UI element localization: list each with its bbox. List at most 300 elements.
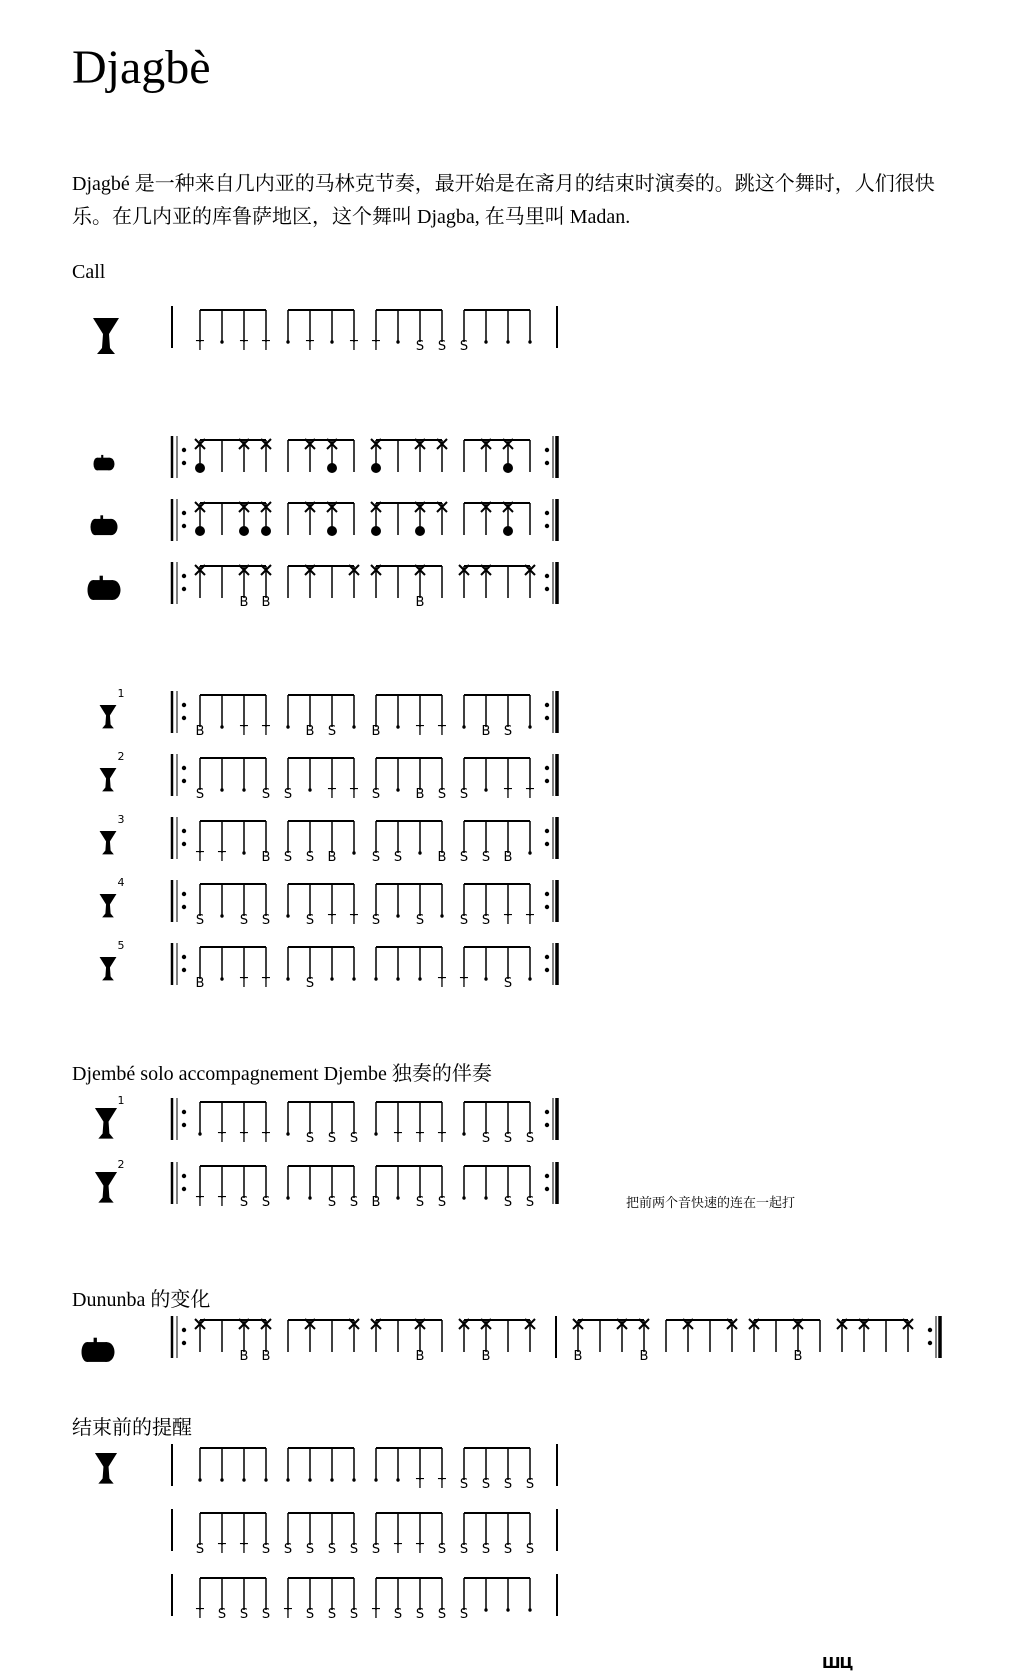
repeat-dot xyxy=(182,1123,186,1127)
note-s: S xyxy=(217,1607,227,1622)
djembe-icon-part-3 xyxy=(100,831,117,854)
note-b: B xyxy=(261,850,271,865)
repeat-dot xyxy=(545,829,549,833)
part-number: 5 xyxy=(117,939,125,952)
note-b: B xyxy=(195,976,205,991)
repeat-dot xyxy=(182,968,186,972)
rest-dot xyxy=(220,1478,223,1481)
djembe-part-4 xyxy=(172,880,557,928)
djembe-icon-call xyxy=(93,318,119,354)
note-s: S xyxy=(459,787,469,802)
repeat-dot xyxy=(545,905,549,909)
repeat-dot xyxy=(545,892,549,896)
djembe-body xyxy=(95,1108,117,1139)
note-t: T xyxy=(196,339,204,354)
repeat-dot xyxy=(182,703,186,707)
rest-dot xyxy=(220,914,223,917)
note-s: S xyxy=(305,913,315,928)
rest-dot xyxy=(308,788,311,791)
rest-dot xyxy=(418,851,421,854)
repeat-dot xyxy=(545,842,549,846)
rest-dot xyxy=(528,977,531,980)
note-t: T xyxy=(526,787,534,802)
note-t: T xyxy=(218,850,226,865)
djembe-icon-part-5 xyxy=(100,957,117,980)
note-t: T xyxy=(262,1131,270,1146)
note-s: S xyxy=(239,1607,249,1622)
djembe-icon-solo-2 xyxy=(95,1172,117,1203)
rest-dot xyxy=(242,1478,245,1481)
rest-dot xyxy=(330,340,333,343)
rest-dot xyxy=(286,1478,289,1481)
note-s: S xyxy=(327,724,337,739)
rest-dot xyxy=(396,725,399,728)
repeat-dot xyxy=(182,766,186,770)
note-s: S xyxy=(261,1542,271,1557)
djembe-icon-part-2 xyxy=(100,768,117,791)
note-s: S xyxy=(305,1542,315,1557)
rest-dot xyxy=(528,851,531,854)
note-t: T xyxy=(328,787,336,802)
rest-dot xyxy=(286,1132,289,1135)
repeat-dot xyxy=(545,574,549,578)
note-b: B xyxy=(371,1195,381,1210)
note-b: B xyxy=(639,1349,649,1364)
drum-stick xyxy=(100,576,103,583)
rest-dot xyxy=(198,1478,201,1481)
section-ending-label: 结束前的提醒 xyxy=(72,1417,192,1439)
dunun-icon-2 xyxy=(91,515,118,535)
note-s: S xyxy=(327,1195,337,1210)
djembe-body xyxy=(95,1453,117,1484)
note-s: S xyxy=(503,1131,513,1146)
repeat-dot xyxy=(545,1187,549,1191)
note-s: S xyxy=(503,1477,513,1492)
rest-dot xyxy=(286,340,289,343)
note-s: S xyxy=(437,787,447,802)
note-t: T xyxy=(218,1131,226,1146)
rest-dot xyxy=(462,1196,465,1199)
note-t: T xyxy=(262,976,270,991)
rest-dot xyxy=(352,851,355,854)
note-s: S xyxy=(349,1195,359,1210)
rest-dot xyxy=(484,788,487,791)
repeat-dot xyxy=(545,968,549,972)
note-s: S xyxy=(503,1542,513,1557)
note-t: T xyxy=(394,1542,402,1557)
rest-dot xyxy=(220,788,223,791)
rest-dot xyxy=(528,725,531,728)
note-t: T xyxy=(504,913,512,928)
note-t: T xyxy=(438,1131,446,1146)
note-t: T xyxy=(416,1542,424,1557)
note-t: T xyxy=(394,1131,402,1146)
part-number: 1 xyxy=(117,1094,125,1107)
note-s: S xyxy=(283,1542,293,1557)
note-b: B xyxy=(503,850,513,865)
bell-dot xyxy=(239,526,249,536)
djembe-part-5 xyxy=(172,943,557,991)
note-s: S xyxy=(327,1607,337,1622)
repeat-dot xyxy=(182,842,186,846)
note-t: T xyxy=(284,1607,292,1622)
note-t: T xyxy=(416,724,424,739)
note-s: S xyxy=(437,339,447,354)
repeat-dot xyxy=(545,1174,549,1178)
note-s: S xyxy=(481,913,491,928)
repeat-dot xyxy=(182,1187,186,1191)
ending-line-2 xyxy=(172,1509,557,1557)
note-s: S xyxy=(459,1477,469,1492)
note-t: T xyxy=(262,724,270,739)
note-b: B xyxy=(415,787,425,802)
author-signature: ШЦ xyxy=(822,1654,853,1672)
note-s: S xyxy=(239,913,249,928)
note-s: S xyxy=(393,850,403,865)
rest-dot xyxy=(308,1478,311,1481)
bell-dot xyxy=(503,526,513,536)
dununba-variation-pattern xyxy=(172,1316,940,1364)
repeat-dot xyxy=(182,1341,186,1345)
note-s: S xyxy=(437,1542,447,1557)
repeat-dot xyxy=(182,511,186,515)
note-t: T xyxy=(416,1477,424,1492)
drum-rim xyxy=(82,1342,93,1362)
note-b: B xyxy=(415,1349,425,1364)
repeat-dot xyxy=(545,461,549,465)
note-s: S xyxy=(503,724,513,739)
note-t: T xyxy=(240,724,248,739)
note-t: T xyxy=(218,1542,226,1557)
note-t: T xyxy=(240,339,248,354)
note-t: T xyxy=(526,913,534,928)
note-s: S xyxy=(415,1195,425,1210)
bell-dot xyxy=(327,526,337,536)
rest-dot xyxy=(484,340,487,343)
rest-dot xyxy=(396,977,399,980)
note-t: T xyxy=(306,339,314,354)
page-title: Djagbè xyxy=(72,41,211,94)
repeat-dot xyxy=(545,766,549,770)
rest-dot xyxy=(484,977,487,980)
djembe-part-3 xyxy=(172,817,557,865)
repeat-dot xyxy=(182,461,186,465)
repeat-dot xyxy=(545,1123,549,1127)
rest-dot xyxy=(352,725,355,728)
repeat-dot xyxy=(182,1174,186,1178)
bell-dot xyxy=(195,526,205,536)
note-s: S xyxy=(459,913,469,928)
rest-dot xyxy=(484,1608,487,1611)
repeat-dot xyxy=(182,892,186,896)
repeat-dot xyxy=(182,955,186,959)
drum-stick xyxy=(94,1338,97,1345)
note-s: S xyxy=(261,913,271,928)
note-s: S xyxy=(437,1607,447,1622)
note-s: S xyxy=(415,1607,425,1622)
note-s: S xyxy=(503,1195,513,1210)
repeat-dot xyxy=(545,955,549,959)
note-b: B xyxy=(793,1349,803,1364)
repeat-dot xyxy=(545,716,549,720)
djembe-part-2 xyxy=(172,754,557,802)
note-b: B xyxy=(327,850,337,865)
call-pattern xyxy=(172,306,557,354)
note-s: S xyxy=(305,1607,315,1622)
rest-dot xyxy=(528,1608,531,1611)
note-s: S xyxy=(481,1477,491,1492)
dununba-icon-variation xyxy=(82,1338,115,1362)
note-s: S xyxy=(349,1542,359,1557)
rest-dot xyxy=(440,914,443,917)
rest-dot xyxy=(462,725,465,728)
note-s: S xyxy=(349,1607,359,1622)
repeat-dot xyxy=(182,1110,186,1114)
rest-dot xyxy=(352,1478,355,1481)
bell-dot xyxy=(327,463,337,473)
djembe-icon-ending xyxy=(95,1453,117,1484)
repeat-dot xyxy=(182,716,186,720)
note-t: T xyxy=(196,1195,204,1210)
rest-dot xyxy=(396,1478,399,1481)
note-s: S xyxy=(261,1607,271,1622)
part-number: 3 xyxy=(117,813,125,826)
note-t: T xyxy=(350,339,358,354)
rest-dot xyxy=(506,340,509,343)
note-t: T xyxy=(328,913,336,928)
note-s: S xyxy=(481,850,491,865)
note-s: S xyxy=(371,787,381,802)
rest-dot xyxy=(396,914,399,917)
note-t: T xyxy=(196,1607,204,1622)
drum-rim xyxy=(91,519,100,535)
note-s: S xyxy=(459,339,469,354)
note-t: T xyxy=(416,1131,424,1146)
rest-dot xyxy=(462,1132,465,1135)
rest-dot xyxy=(330,977,333,980)
bell-dot xyxy=(261,526,271,536)
djembe-body xyxy=(100,705,117,728)
djembe-body xyxy=(93,318,119,354)
repeat-dot xyxy=(545,448,549,452)
note-s: S xyxy=(459,1542,469,1557)
repeat-dot xyxy=(182,829,186,833)
part-number: 2 xyxy=(117,750,125,763)
rest-dot xyxy=(198,1132,201,1135)
note-s: S xyxy=(261,1195,271,1210)
note-t: T xyxy=(240,1131,248,1146)
note-t: T xyxy=(218,1195,226,1210)
note-s: S xyxy=(525,1477,535,1492)
djembe-body xyxy=(100,768,117,791)
rest-dot xyxy=(220,725,223,728)
rest-dot xyxy=(352,977,355,980)
note-s: S xyxy=(371,850,381,865)
drum-rim xyxy=(94,458,101,471)
note-s: S xyxy=(481,1542,491,1557)
note-t: T xyxy=(350,787,358,802)
note-t: T xyxy=(438,976,446,991)
djembe-icon-part-1 xyxy=(100,705,117,728)
repeat-dot xyxy=(545,1110,549,1114)
djembe-body xyxy=(100,831,117,854)
rest-dot xyxy=(220,340,223,343)
note-b: B xyxy=(573,1349,583,1364)
rest-dot xyxy=(418,977,421,980)
part-number: 4 xyxy=(117,876,125,889)
solo-part-1 xyxy=(172,1098,557,1146)
note-b: B xyxy=(239,595,249,610)
note-s: S xyxy=(371,913,381,928)
repeat-dot xyxy=(928,1341,932,1345)
rest-dot xyxy=(374,1132,377,1135)
note-b: B xyxy=(261,595,271,610)
bell-dot xyxy=(503,463,513,473)
repeat-dot xyxy=(182,1328,186,1332)
rest-dot xyxy=(264,1478,267,1481)
drum-stick xyxy=(100,515,103,520)
repeat-dot xyxy=(182,779,186,783)
rest-dot xyxy=(396,340,399,343)
djembe-icon-part-4 xyxy=(100,894,117,917)
djembe-body xyxy=(100,894,117,917)
note-s: S xyxy=(393,1607,403,1622)
note-t: T xyxy=(240,1542,248,1557)
note-s: S xyxy=(195,913,205,928)
rest-dot xyxy=(308,1196,311,1199)
repeat-dot xyxy=(545,779,549,783)
ending-line-1 xyxy=(172,1444,557,1492)
note-s: S xyxy=(195,1542,205,1557)
note-t: T xyxy=(460,976,468,991)
note-t: T xyxy=(504,787,512,802)
rest-dot xyxy=(286,914,289,917)
note-t: T xyxy=(438,1477,446,1492)
note-s: S xyxy=(283,787,293,802)
rest-dot xyxy=(242,788,245,791)
note-s: S xyxy=(525,1195,535,1210)
note-b: B xyxy=(195,724,205,739)
note-t: T xyxy=(372,339,380,354)
bell-dot xyxy=(415,526,425,536)
note-s: S xyxy=(261,787,271,802)
note-s: S xyxy=(283,850,293,865)
note-b: B xyxy=(239,1349,249,1364)
sangban-pattern xyxy=(172,499,557,541)
rest-dot xyxy=(528,340,531,343)
part-number: 2 xyxy=(117,1158,125,1171)
bell-dot xyxy=(371,526,381,536)
note-b: B xyxy=(261,1349,271,1364)
note-s: S xyxy=(327,1131,337,1146)
note-b: B xyxy=(305,724,315,739)
technique-note: 把前两个音快速的连在一起打 xyxy=(626,1196,796,1211)
drum-rim xyxy=(88,580,99,600)
repeat-dot xyxy=(545,524,549,528)
rest-dot xyxy=(220,977,223,980)
dununba-pattern xyxy=(172,562,557,610)
section-dununba-label: Dununba 的变化 xyxy=(72,1289,211,1311)
note-t: T xyxy=(240,976,248,991)
rest-dot xyxy=(374,1478,377,1481)
note-s: S xyxy=(305,1131,315,1146)
note-s: S xyxy=(415,339,425,354)
section-call-label: Call xyxy=(72,261,106,283)
repeat-dot xyxy=(182,905,186,909)
note-s: S xyxy=(305,850,315,865)
note-t: T xyxy=(196,850,204,865)
note-s: S xyxy=(525,1131,535,1146)
note-b: B xyxy=(481,724,491,739)
note-s: S xyxy=(349,1131,359,1146)
note-s: S xyxy=(195,787,205,802)
rest-dot xyxy=(484,1196,487,1199)
note-t: T xyxy=(350,913,358,928)
note-s: S xyxy=(415,913,425,928)
section-solo-label: Djembé solo accompagnement Djembe 独奏的伴奏 xyxy=(72,1063,492,1085)
rest-dot xyxy=(286,1196,289,1199)
note-s: S xyxy=(503,976,513,991)
note-s: S xyxy=(437,1195,447,1210)
repeat-dot xyxy=(545,703,549,707)
note-b: B xyxy=(415,595,425,610)
rest-dot xyxy=(286,977,289,980)
djembe-part-1 xyxy=(172,691,557,739)
note-s: S xyxy=(371,1542,381,1557)
rest-dot xyxy=(330,1478,333,1481)
bell-dot xyxy=(195,463,205,473)
note-s: S xyxy=(481,1131,491,1146)
note-s: S xyxy=(239,1195,249,1210)
ending-line-3 xyxy=(172,1574,557,1622)
bell-dot xyxy=(371,463,381,473)
note-s: S xyxy=(305,976,315,991)
repeat-dot xyxy=(545,511,549,515)
djembe-body xyxy=(95,1172,117,1203)
rest-dot xyxy=(374,977,377,980)
repeat-dot xyxy=(182,448,186,452)
repeat-dot xyxy=(545,587,549,591)
kenkeni-pattern xyxy=(172,436,557,478)
solo-part-2 xyxy=(172,1162,557,1210)
rest-dot xyxy=(396,788,399,791)
djembe-icon-solo-1 xyxy=(95,1108,117,1139)
note-s: S xyxy=(525,1542,535,1557)
dunun-icon-1 xyxy=(94,455,115,470)
note-b: B xyxy=(437,850,447,865)
note-t: T xyxy=(438,724,446,739)
repeat-dot xyxy=(182,587,186,591)
rest-dot xyxy=(286,725,289,728)
note-s: S xyxy=(459,1607,469,1622)
rest-dot xyxy=(506,1608,509,1611)
repeat-dot xyxy=(928,1328,932,1332)
djembe-body xyxy=(100,957,117,980)
drum-stick xyxy=(101,455,103,459)
dunun-icon-3 xyxy=(88,576,121,600)
rest-dot xyxy=(242,851,245,854)
note-s: S xyxy=(327,1542,337,1557)
note-b: B xyxy=(371,724,381,739)
intro-paragraph: Djagbé 是一种来自几内亚的马林克节奏，最开始是在斋月的结束时演奏的。跳这个舞时，人们很快乐。在几内亚的库鲁萨地区，这个舞叫 Djagba, 在马里叫 Madan. xyxy=(72,173,935,228)
repeat-dot xyxy=(182,524,186,528)
part-number: 1 xyxy=(117,687,125,700)
rest-dot xyxy=(396,1196,399,1199)
note-t: T xyxy=(262,339,270,354)
note-t: T xyxy=(372,1607,380,1622)
note-s: S xyxy=(459,850,469,865)
note-b: B xyxy=(481,1349,491,1364)
